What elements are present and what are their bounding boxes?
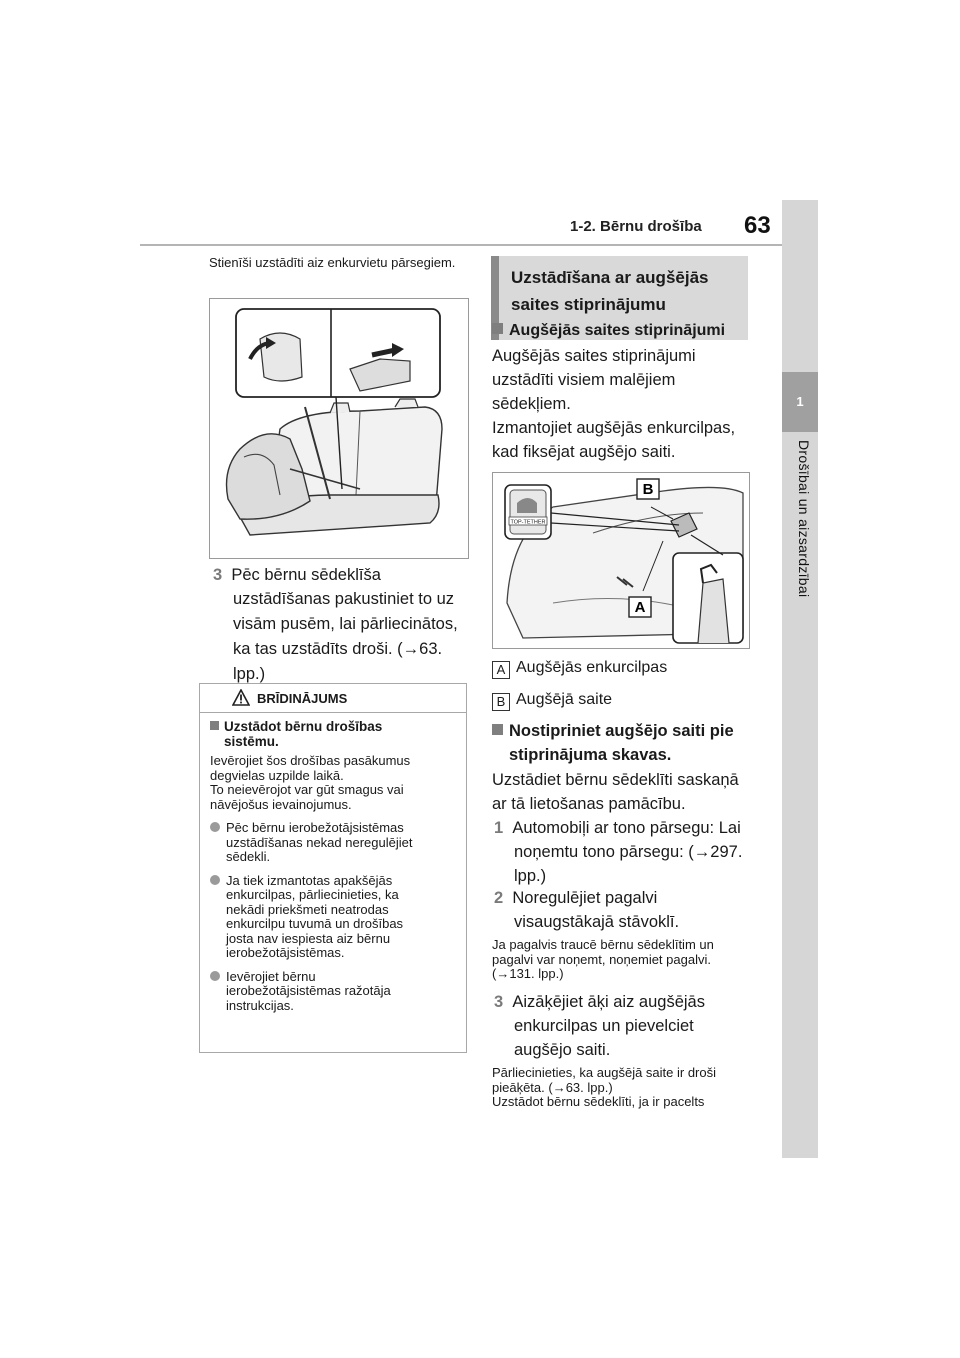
paragraph-2	[492, 416, 762, 464]
step-2	[494, 886, 764, 934]
bullet-text: sēdekli.	[226, 849, 271, 864]
square-bullet-icon	[492, 724, 503, 735]
page-ref-link[interactable]: 131. lpp.)	[509, 966, 564, 981]
bullet-text: enkurcilpas, pārliecinieties, ka	[226, 887, 399, 902]
step-text: enkurcilpas un pievelciet	[514, 1017, 694, 1035]
note-2	[492, 1066, 760, 1110]
section-heading-line: saites stiprinājumu	[511, 295, 666, 314]
bullet-text: instrukcijas.	[226, 997, 294, 1013]
warning-bullet	[210, 970, 458, 1014]
step-text-part: noņemtu tono pārsegu: (	[514, 843, 694, 861]
page-ref-link[interactable]: 63. lpp.)	[565, 1079, 613, 1095]
warning-intro-line: To neievērojot var gūt smagus vai	[210, 782, 404, 797]
paragraph-1	[492, 344, 762, 416]
page-ref-arrow: →	[496, 966, 510, 981]
note-text-part: pieāķēta. (	[492, 1079, 553, 1095]
bullet-dot-icon	[210, 875, 220, 885]
paragraph-line: Augšējās saites stiprinājumi	[492, 347, 696, 365]
subheading-2	[492, 719, 762, 767]
legend-b	[492, 689, 762, 711]
step-1	[494, 816, 764, 888]
note-text-part: (	[492, 966, 497, 981]
tether-tag-text: TOP-TETHER	[510, 519, 546, 526]
note-line	[492, 1081, 760, 1096]
bullet-text: Ievērojiet bērnu	[226, 968, 316, 984]
section-heading-line: Uzstādīšana ar augšējās	[511, 268, 709, 287]
subheading-text: stiprinājuma skavas.	[509, 746, 672, 764]
page-ref-arrow: →	[693, 843, 711, 861]
paragraph-line: Izmantojiet augšējās enkurcilpas,	[492, 419, 736, 437]
warning-content	[200, 713, 466, 1013]
note-line: Ja pagalvis traucē bērnu sēdeklītim un	[492, 937, 714, 952]
square-bullet-icon	[210, 721, 219, 730]
step-text: lpp.)	[514, 867, 547, 885]
step-number: 3	[213, 566, 223, 584]
subheading-text: Augšējās saites stiprinājumi	[509, 322, 726, 339]
subheading-1	[492, 320, 762, 342]
bullet-text: uzstādīšanas nekad neregulējiet	[226, 834, 413, 850]
legend-a-marker: A	[492, 661, 510, 679]
bullet-text: ierobežotājsistēmas ražotāja	[226, 983, 391, 998]
step-text: uzstādīšanas pakustiniet to uz	[233, 590, 455, 608]
warning-heading	[210, 719, 458, 734]
warning-box	[199, 683, 467, 1053]
child-seat-illustration	[209, 298, 469, 559]
step-3-right	[494, 990, 764, 1062]
paragraph-line: kad fiksējat augšējo saiti.	[492, 443, 676, 461]
bullet-text: Ja tiek izmantotas apakšējās	[226, 872, 393, 888]
warning-intro-line: nāvējošus ievainojumus.	[210, 796, 352, 812]
figure-caption: Stienīši uzstādīti aiz enkurvietu pārsegiem.	[209, 255, 456, 270]
page-number: 63	[744, 212, 771, 239]
note-line: pagalvi var noņemt, noņemiet pagalvi.	[492, 951, 711, 967]
top-tether-illustration	[492, 472, 750, 649]
page-ref-link[interactable]: 297.	[710, 843, 743, 861]
warning-intro-line: degvielas uzpilde laikā.	[210, 767, 344, 783]
note-line: Pārliecinieties, ka augšējā saite ir droši	[492, 1065, 716, 1080]
warning-intro	[210, 754, 458, 812]
warning-heading-text: Uzstādot bērnu drošības	[224, 719, 383, 734]
bullet-text: Pēc bērnu ierobežotājsistēmas	[226, 820, 404, 835]
legend-a	[492, 657, 762, 679]
warning-title: BRĪDINĀJUMS	[257, 691, 348, 706]
callout-label-b: B	[642, 481, 654, 498]
section-title: 1-2. Bērnu drošība	[570, 218, 702, 235]
subheading-text: Nostipriniet augšējo saiti pie	[509, 722, 734, 740]
bullet-text: ierobežotājsistēmas.	[226, 945, 345, 960]
step-number: 2	[494, 889, 504, 907]
warning-intro-line: Ievērojiet šos drošības pasākumus	[210, 753, 411, 768]
legend-a-text: Augšējās enkurcilpas	[516, 659, 668, 676]
step-number: 3	[494, 993, 504, 1011]
step-text: Aizāķējiet āķi aiz augšējās	[512, 993, 705, 1011]
step-text-part: ka tas uzstādīts droši. (	[233, 640, 403, 658]
page-ref-arrow: →	[552, 1079, 566, 1095]
step-3-left	[213, 563, 463, 687]
step-text: lpp.)	[233, 665, 266, 683]
warning-bullet	[210, 874, 458, 961]
paragraph-line: sēdekļiem.	[492, 395, 571, 413]
sidebar-strip	[782, 200, 818, 1158]
bullet-dot-icon	[210, 971, 220, 981]
bullet-text: josta nav iespiesta aiz bērnu	[226, 930, 391, 946]
paragraph-line: uzstādīti visiem malējiem	[492, 371, 676, 389]
note-line	[492, 967, 760, 982]
square-bullet-icon	[492, 323, 503, 334]
step-text: Noregulējiet pagalvi	[512, 889, 658, 907]
legend-b-marker: B	[492, 693, 510, 711]
bullet-text: nekādi priekšmeti neatrodas	[226, 901, 389, 917]
warning-icon	[232, 689, 250, 706]
header-rule	[140, 244, 782, 246]
step-text: Pēc bērnu sēdeklīša	[231, 566, 381, 584]
warning-header	[200, 684, 466, 713]
paragraph-line: ar tā lietošanas pamācību.	[492, 795, 686, 813]
paragraph-line: Uzstādiet bērnu sēdeklīti saskaņā	[492, 771, 739, 789]
child-seat-drawing	[210, 299, 468, 558]
top-tether-drawing	[493, 473, 749, 648]
page-ref-arrow: →	[402, 640, 420, 658]
step-text	[213, 637, 463, 662]
bullet-dot-icon	[210, 822, 220, 832]
paragraph-3	[492, 768, 762, 816]
chapter-label: Drošībai un aizsardzībai	[796, 440, 812, 598]
step-text: augšējo saiti.	[514, 1041, 611, 1059]
chapter-tab[interactable]: 1	[782, 372, 818, 432]
step-number: 1	[494, 819, 504, 837]
callout-label-a: A	[634, 599, 646, 616]
warning-bullet	[210, 821, 458, 865]
legend-b-text: Augšējā saite	[516, 691, 613, 708]
step-text: Automobiļi ar tono pārsegu: Lai	[512, 819, 741, 837]
bullet-text: enkurcilpu tuvumā un drošības	[226, 916, 404, 931]
step-text: visaugstākajā stāvoklī.	[514, 913, 680, 931]
warning-heading-text: sistēmu.	[224, 734, 279, 749]
note-1	[492, 938, 760, 982]
note-line: Uzstādot bērnu sēdeklīti, ja ir pacelts	[492, 1094, 705, 1109]
page-ref-link[interactable]: 63.	[419, 640, 443, 658]
step-text: visām pusēm, lai pārliecinātos,	[233, 615, 458, 633]
step-text	[494, 840, 764, 864]
